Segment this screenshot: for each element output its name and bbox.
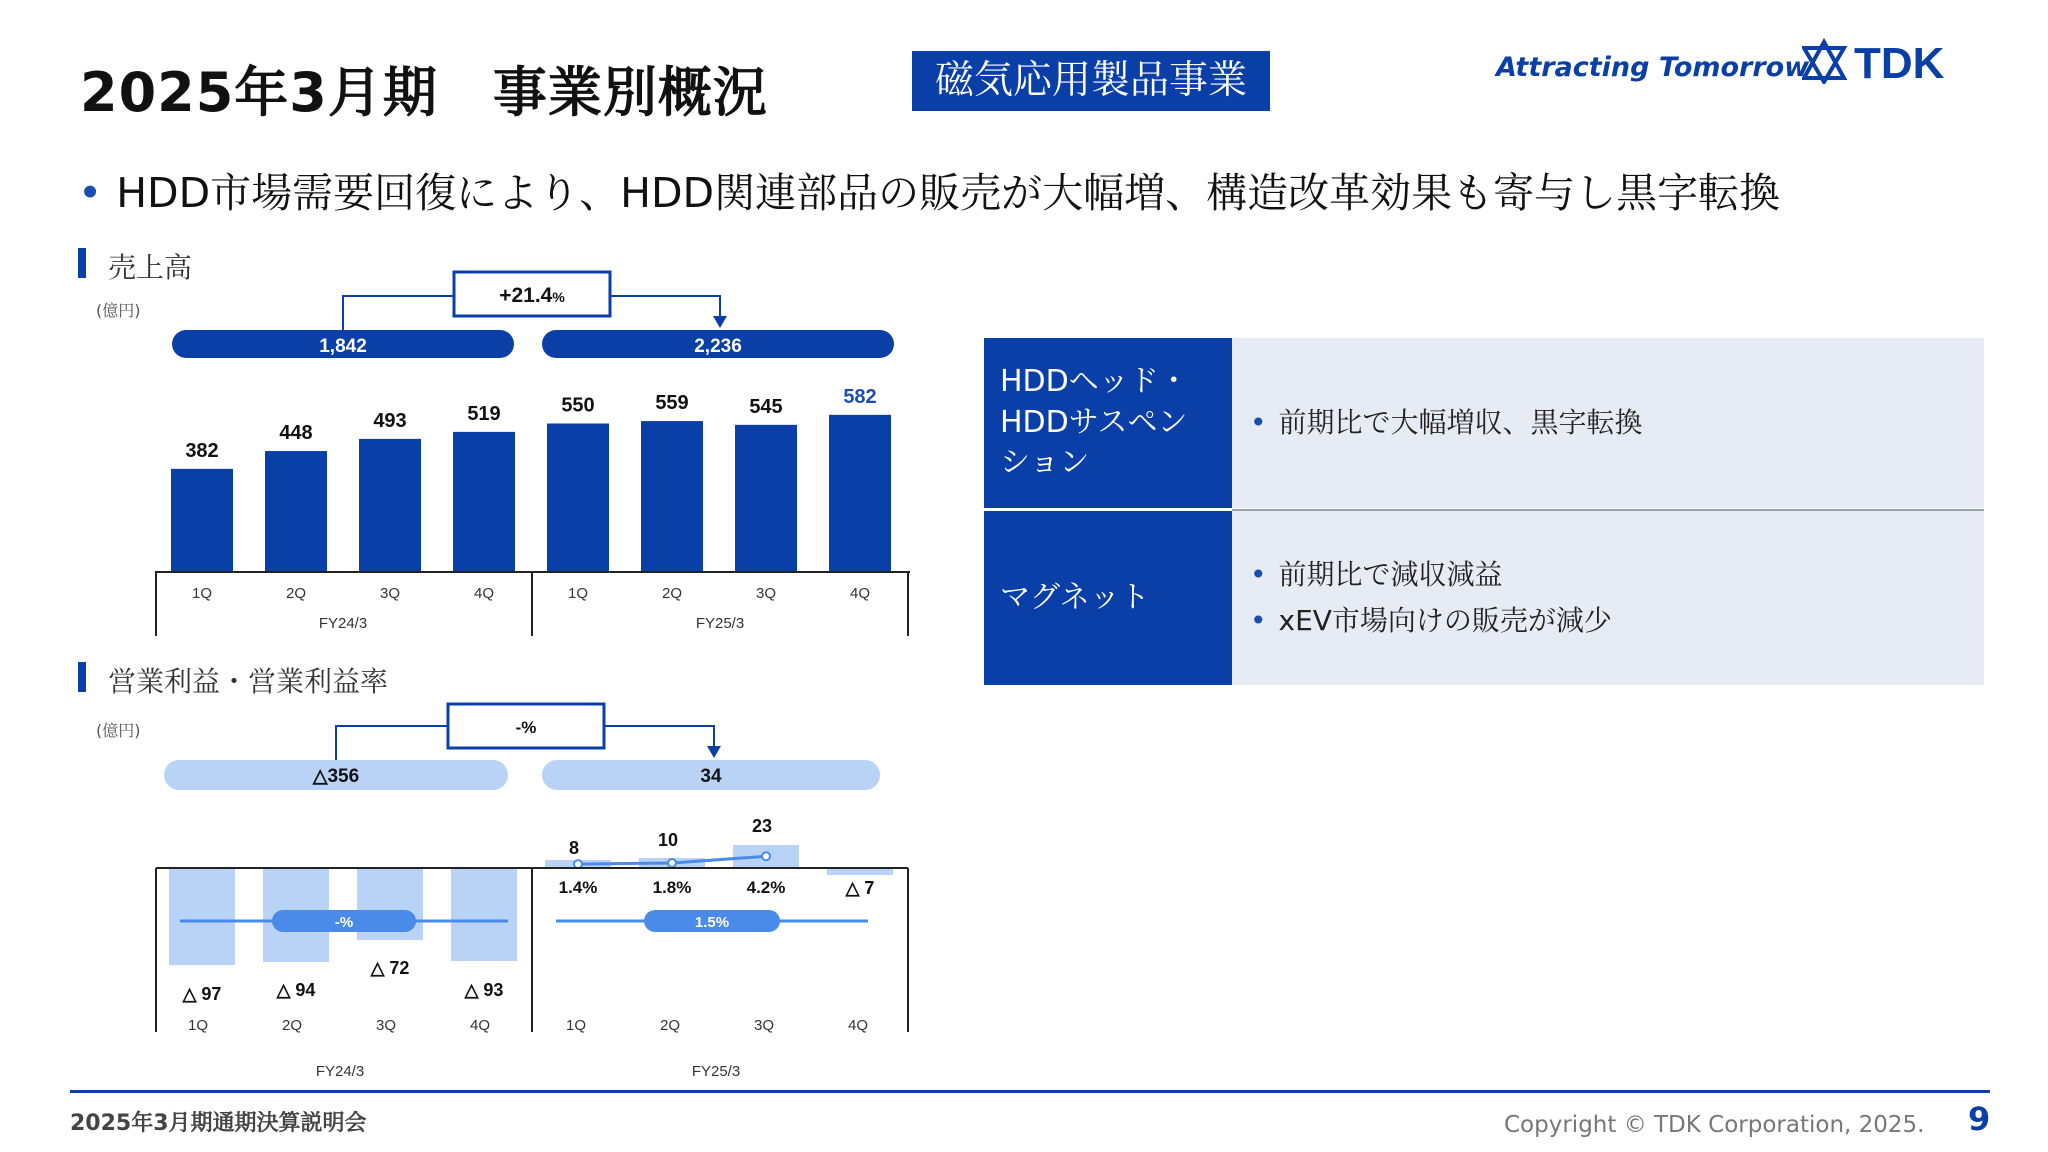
sales-unit: (億円) [96,301,141,320]
x-tick-label: 1Q [565,1017,587,1034]
headline-text: HDD市場需要回復により、HDD関連部品の販売が大幅増、構造改革効果も寄与し黒字転換 [116,169,1781,217]
margin-label: 1.8% [652,878,692,897]
bar-value-label: 382 [185,439,219,462]
total-label: 34 [700,766,722,787]
copyright: Copyright © TDK Corporation, 2025. [1504,1112,1925,1138]
bullet-dot: • [78,169,103,217]
tdk-emblem-icon [1804,42,1844,82]
annual-margin-label: 1.5% [694,914,730,931]
row-body [1232,338,1984,508]
change-label: +21.4% [499,284,565,307]
x-tick-label: 3Q [375,1017,397,1034]
total-label: △356 [312,766,360,787]
footer-title: 2025年3月期通期決算説明会 [70,1111,367,1136]
bar-value-label: △ 97 [182,984,222,1004]
margin-point [668,859,676,867]
row-body [1232,511,1984,685]
profit-chart [0,0,940,1100]
margin-label: 4.2% [746,878,786,897]
bar-value-label: △ 94 [276,980,316,1000]
x-tick-label: 4Q [469,1017,491,1034]
x-tick-label: 1Q [567,585,589,602]
bar [451,868,517,961]
x-tick-label: 4Q [847,1017,869,1034]
bar-value-label: 10 [657,830,679,850]
bar-value-label: 545 [749,395,783,418]
group-label: FY25/3 [691,1063,741,1080]
logo-wordmark: TDK [1854,39,1945,84]
bar-value-label: △ 7 [845,878,875,898]
bar-value-label: 559 [655,392,689,415]
profit-unit: (億円) [96,721,141,740]
annual-margin-label: -% [334,914,354,931]
table-row [984,338,1984,508]
margin-point [762,852,770,860]
x-tick-label: 3Q [379,585,401,602]
footer-divider [70,1090,1990,1093]
bar-value-label: 582 [843,385,877,408]
group-label: FY25/3 [695,615,745,632]
bar-value-label: 8 [568,838,580,858]
tagline: Attracting Tomorrow [1496,52,1810,83]
profit-section-title: 営業利益・営業利益率 [108,665,389,698]
x-tick-label: 3Q [755,585,777,602]
x-tick-label: 4Q [473,585,495,602]
arrow-head [707,746,721,758]
bar-value-label: 493 [373,409,407,432]
x-tick-label: 2Q [661,585,683,602]
list-item: • 前期比で減収減益 [1250,557,1503,591]
list-item: • xEV市場向けの販売が減少 [1250,604,1612,637]
margin-label: 1.4% [558,878,598,897]
total-label: 1,842 [319,336,367,357]
page-title: 2025年3月期 事業別概況 [80,61,768,124]
bar-value-label: △ 93 [464,980,504,1000]
x-tick-label: 4Q [849,585,871,602]
sales-section-title: 売上高 [108,251,193,284]
row-heading: HDDヘッド・HDDサスペンション [984,338,1232,508]
table-row [984,511,1984,685]
change-label: -% [515,718,537,737]
bar-value-label: 23 [751,816,773,836]
x-tick-label: 1Q [191,585,213,602]
bar-value-label: 550 [561,394,595,417]
x-tick-label: 2Q [281,1017,303,1034]
connector-line [336,726,448,760]
bar [169,868,235,965]
list-item: • 前期比で大幅増収、黒字転換 [1250,405,1643,439]
tdk-logo [1802,38,1992,84]
x-tick-label: 2Q [659,1017,681,1034]
bar-value-label: 519 [467,402,501,425]
group-label: FY24/3 [315,1063,365,1080]
x-tick-label: 2Q [285,585,307,602]
page-number: 9 [1968,1100,1991,1138]
segment-badge: 磁気応用製品事業 [912,51,1270,111]
total-label: 2,236 [694,336,742,357]
connector-line [604,726,714,748]
row-heading: マグネット [984,511,1232,685]
bar [827,868,893,875]
segment-table [984,338,1984,685]
x-tick-label: 3Q [753,1017,775,1034]
group-label: FY24/3 [318,615,368,632]
bar-value-label: 448 [279,422,313,445]
bar-value-label: △ 72 [370,958,410,978]
x-tick-label: 1Q [187,1017,209,1034]
margin-point [574,860,582,868]
